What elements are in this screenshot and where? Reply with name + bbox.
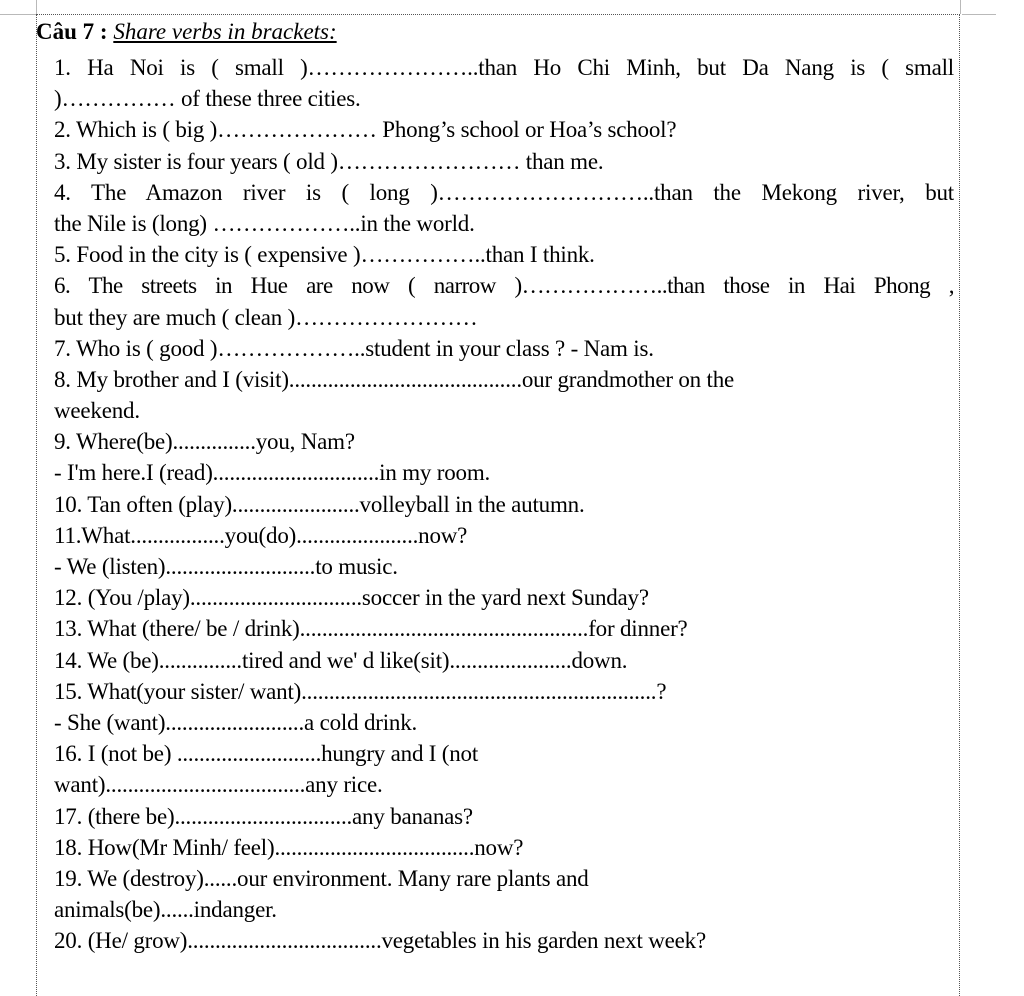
question-label: Câu 7 : bbox=[36, 19, 108, 44]
exercise-line-4: 3. My sister is four years ( old )…………………… than me. bbox=[54, 148, 604, 174]
page-corner-mark-right-horizontal bbox=[962, 14, 996, 15]
exercise-line-18: 12. (You /play)...............................soccer in the yard next Sunday? bbox=[54, 585, 649, 611]
exercise-line-21: 15. What(your sister/ want)................................................................? bbox=[54, 678, 667, 704]
exercise-line-22: - She (want).........................a cold drink. bbox=[54, 709, 418, 735]
page-corner-mark-left-vertical bbox=[36, 0, 37, 14]
exercise-line-29: 20. (He/ grow)...................................vegetables in his garden next week? bbox=[54, 928, 706, 954]
exercise-line-27: 19. We (destroy)......our environment. Many rare plants and bbox=[54, 865, 589, 891]
exercise-line-7: 5. Food in the city is ( expensive )……………..than I think. bbox=[54, 242, 595, 268]
exercise-heading bbox=[36, 16, 337, 48]
exercise-line-23: 16. I (not be) ..........................hungry and I (not bbox=[54, 741, 479, 767]
exercise-line-28: animals(be)......indanger. bbox=[54, 897, 277, 923]
exercise-line-24: want)....................................any rice. bbox=[54, 772, 383, 798]
exercise-line-6: the Nile is (long) ………………..in the world. bbox=[54, 210, 475, 236]
exercise-instruction: Share verbs in brackets: bbox=[113, 19, 337, 44]
exercise-line-10: 7. Who is ( good )………………..student in your class ? - Nam is. bbox=[54, 335, 654, 361]
exercise-line-12: weekend. bbox=[54, 398, 140, 424]
exercise-line-17: - We (listen)...........................to music. bbox=[54, 554, 398, 579]
exercise-line-5: 4. The Amazon river is ( long )………………………..than the Mekong river, but bbox=[54, 179, 954, 205]
exercise-line-2: )…………… of these three cities. bbox=[54, 86, 361, 112]
exercise-line-19: 13. What (there/ be / drink)....................................................for dinner? bbox=[54, 616, 688, 642]
exercise-line-16: 11.What.................you(do)......................now? bbox=[54, 522, 468, 548]
exercise-line-26: 18. How(Mr Minh/ feel)....................................now? bbox=[54, 834, 524, 860]
exercise-line-13: 9. Where(be)...............you, Nam? bbox=[54, 429, 355, 455]
exercise-line-3: 2. Which is ( big )………………… Phong’s school or Hoa’s school? bbox=[54, 117, 677, 143]
page-corner-mark-right-vertical bbox=[960, 0, 961, 14]
exercise-line-8: 6. The streets in Hue are now ( narrow )………………..than those in Hai Phong , bbox=[54, 273, 954, 299]
exercise-line-15: 10. Tan often (play).......................volleyball in the autumn. bbox=[54, 491, 585, 517]
exercise-line-20: 14. We (be)...............tired and we' d like(sit)......................down. bbox=[54, 647, 628, 673]
exercise-line-14: - I'm here.I (read)..............................in my room. bbox=[54, 460, 491, 486]
exercise-line-11: 8. My brother and I (visit)..........................................our grandmother on the bbox=[54, 366, 734, 392]
exercise-body bbox=[54, 52, 960, 956]
exercise-line-25: 17. (there be)................................any bananas? bbox=[54, 803, 473, 829]
exercise-line-9: but they are much ( clean )…………………… bbox=[54, 304, 478, 330]
exercise-line-1: 1. Ha Noi is ( small )…………………..than Ho Chi Minh, but Da Nang is ( small bbox=[54, 55, 954, 80]
page-corner-mark-left-horizontal bbox=[0, 14, 36, 15]
